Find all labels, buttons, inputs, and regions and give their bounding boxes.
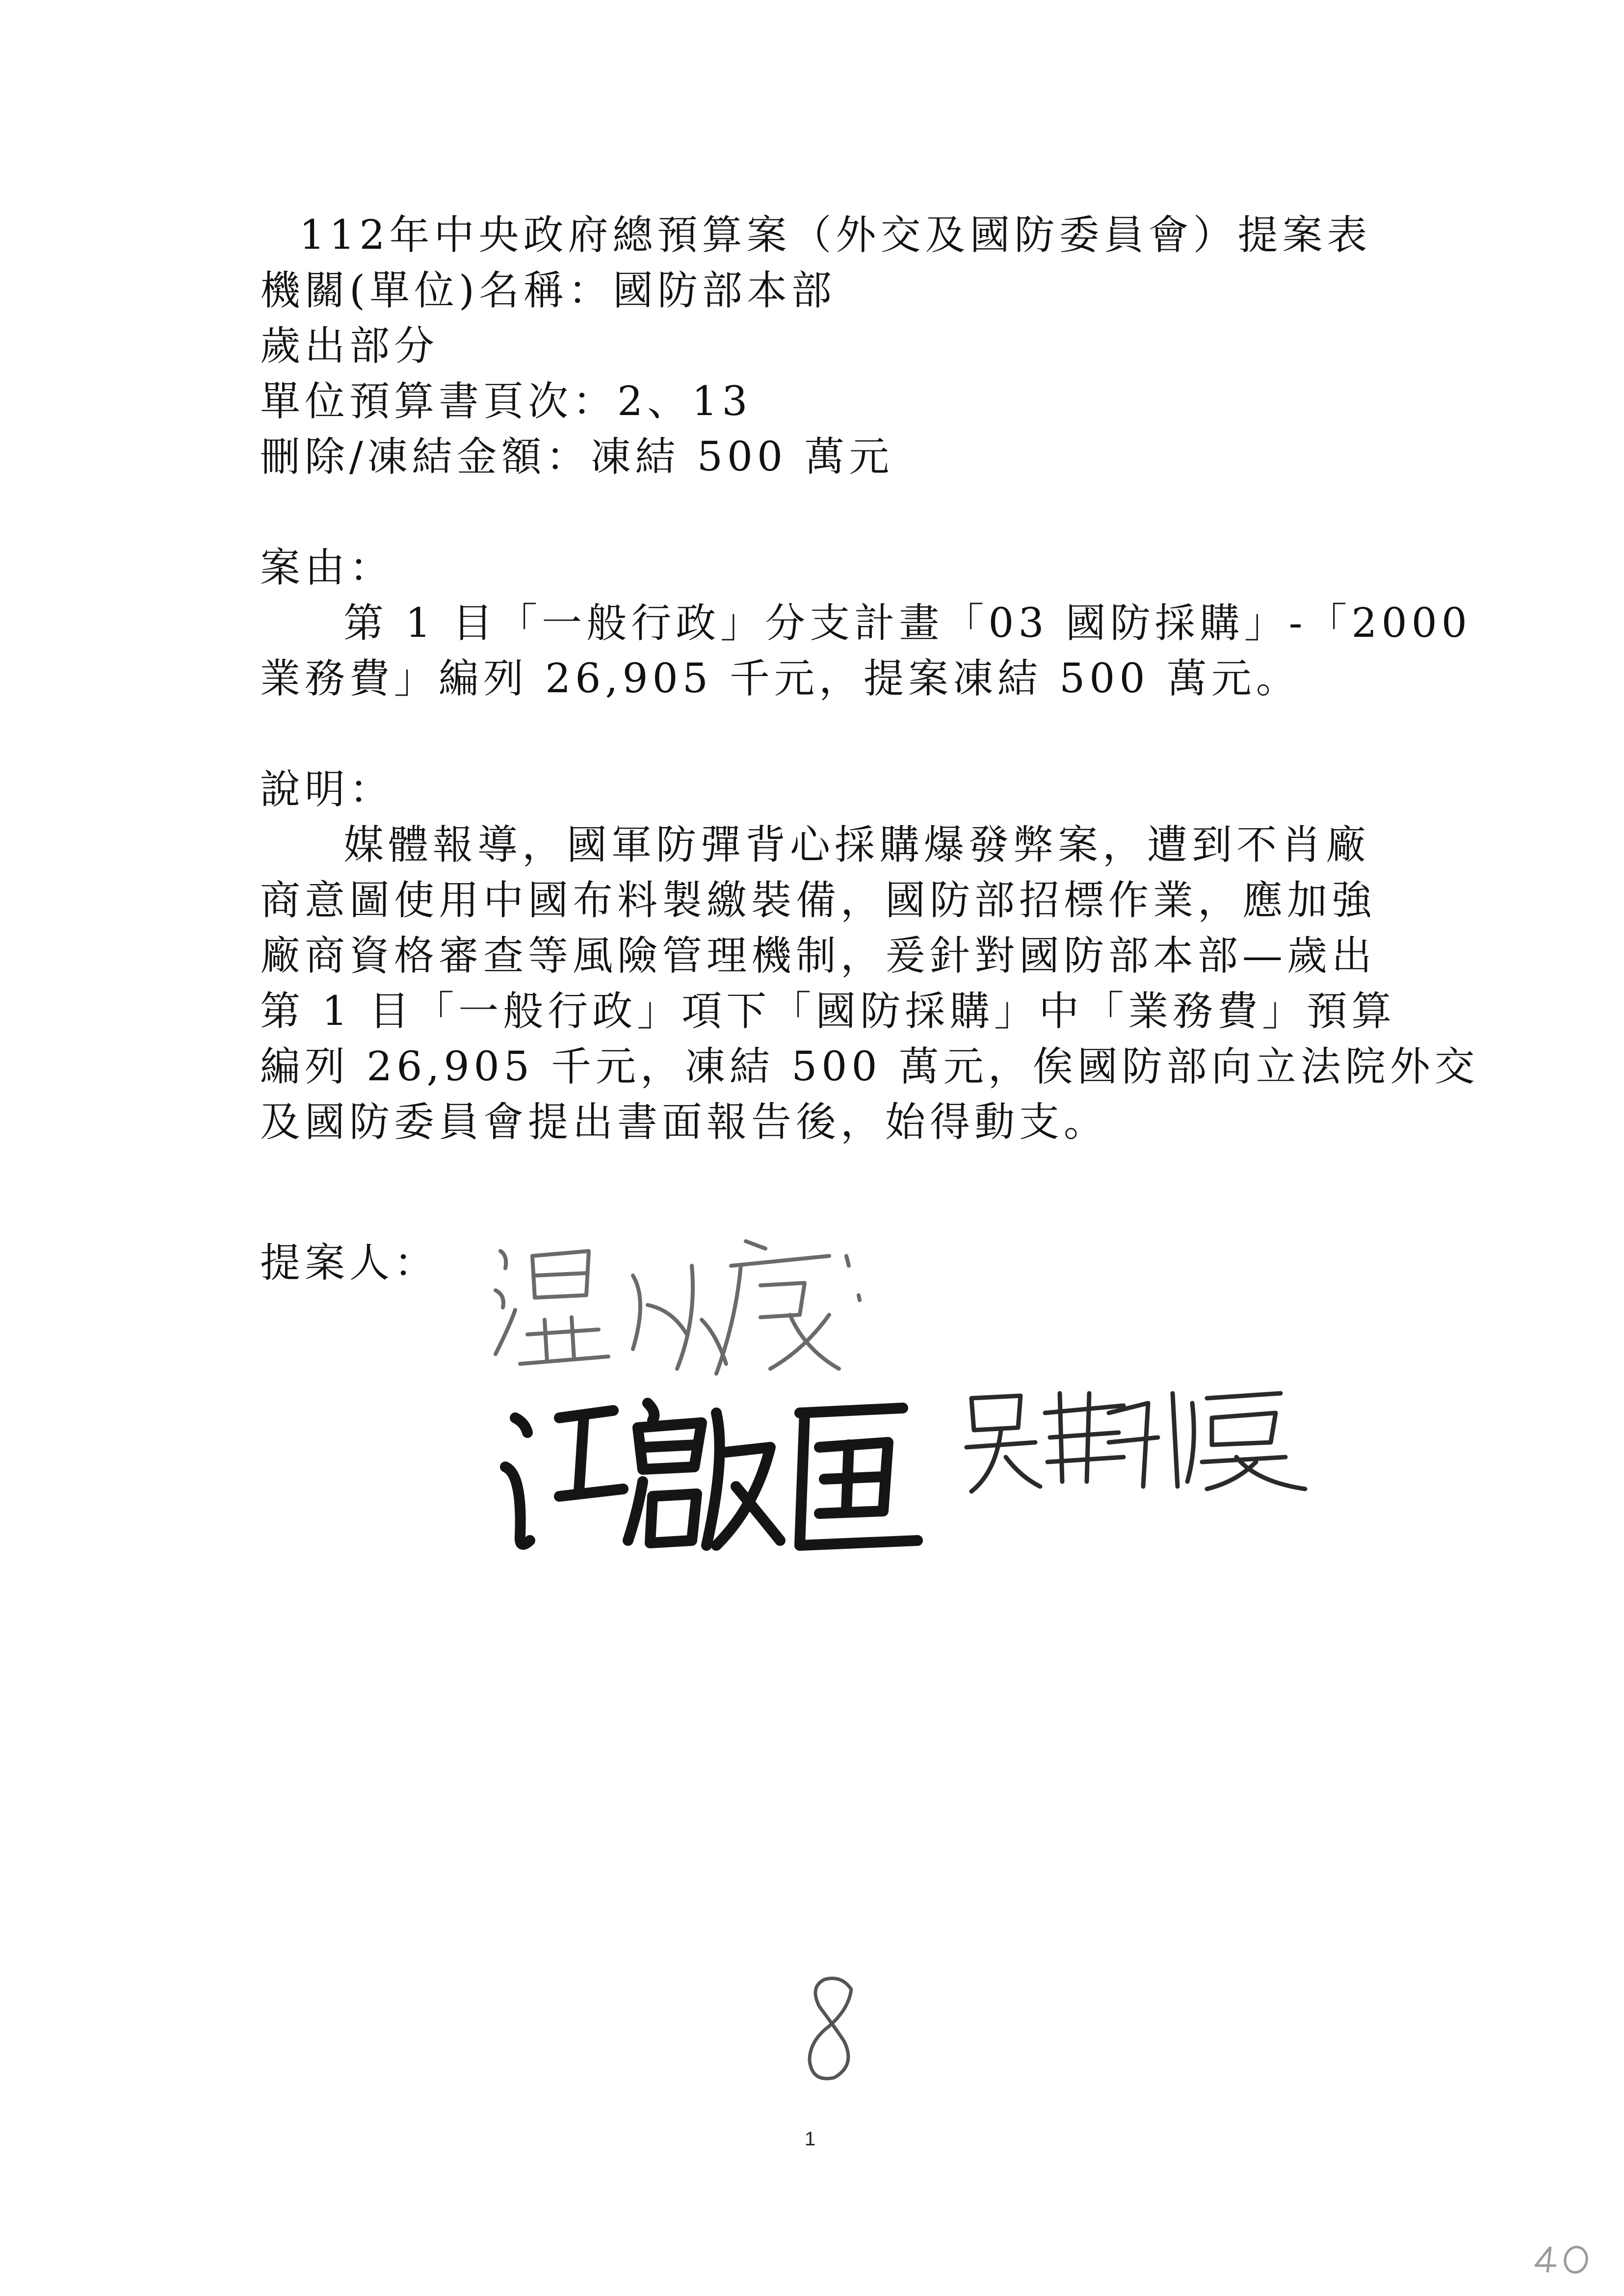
document-title: 112年中央政府總預算案（外交及國防委員會）提案表 (299, 212, 1372, 259)
reason-line: 業務費」編列 26,905 千元，提案凍結 500 萬元。 (260, 655, 1301, 702)
explanation-line: 媒體報導，國軍防彈背心採購爆發弊案，遭到不肖廠 (343, 822, 1371, 868)
handwritten-page-number (795, 1972, 864, 2085)
signature-chiang (496, 1383, 957, 1565)
budget-pages: 單位預算書頁次：2、13 (260, 378, 752, 425)
explanation-line: 第 1 目「一般行政」項下「國防採購」中「業務費」預算 (260, 988, 1396, 1035)
explanation-line: 及國防委員會提出書面報告後，始得動支。 (260, 1099, 1109, 1146)
reason-line: 第 1 目「一般行政」分支計畫「03 國防採購」-「2000 (343, 600, 1472, 647)
corner-page-number (1531, 2242, 1595, 2276)
reason-heading: 案由： (260, 545, 394, 591)
page-number: 1 (805, 2128, 816, 2150)
explanation-line: 商意圖使用中國布料製繳裝備，國防部招標作業，應加強 (260, 877, 1377, 924)
signature-wen (486, 1222, 868, 1383)
signature-wu (962, 1383, 1315, 1496)
freeze-amount: 刪除/凍結金額：凍結 500 萬元 (260, 434, 894, 480)
explanation-line: 編列 26,905 千元，凍結 500 萬元，俟國防部向立法院外交 (260, 1044, 1479, 1090)
agency-name: 機關(單位)名稱：國防部本部 (260, 267, 836, 314)
proposer-label: 提案人： (260, 1240, 439, 1286)
budget-section: 歲出部分 (260, 323, 439, 369)
explanation-heading: 說明： (260, 766, 394, 813)
explanation-line: 廠商資格審查等風險管理機制，爰針對國防部本部—歲出 (260, 933, 1377, 979)
